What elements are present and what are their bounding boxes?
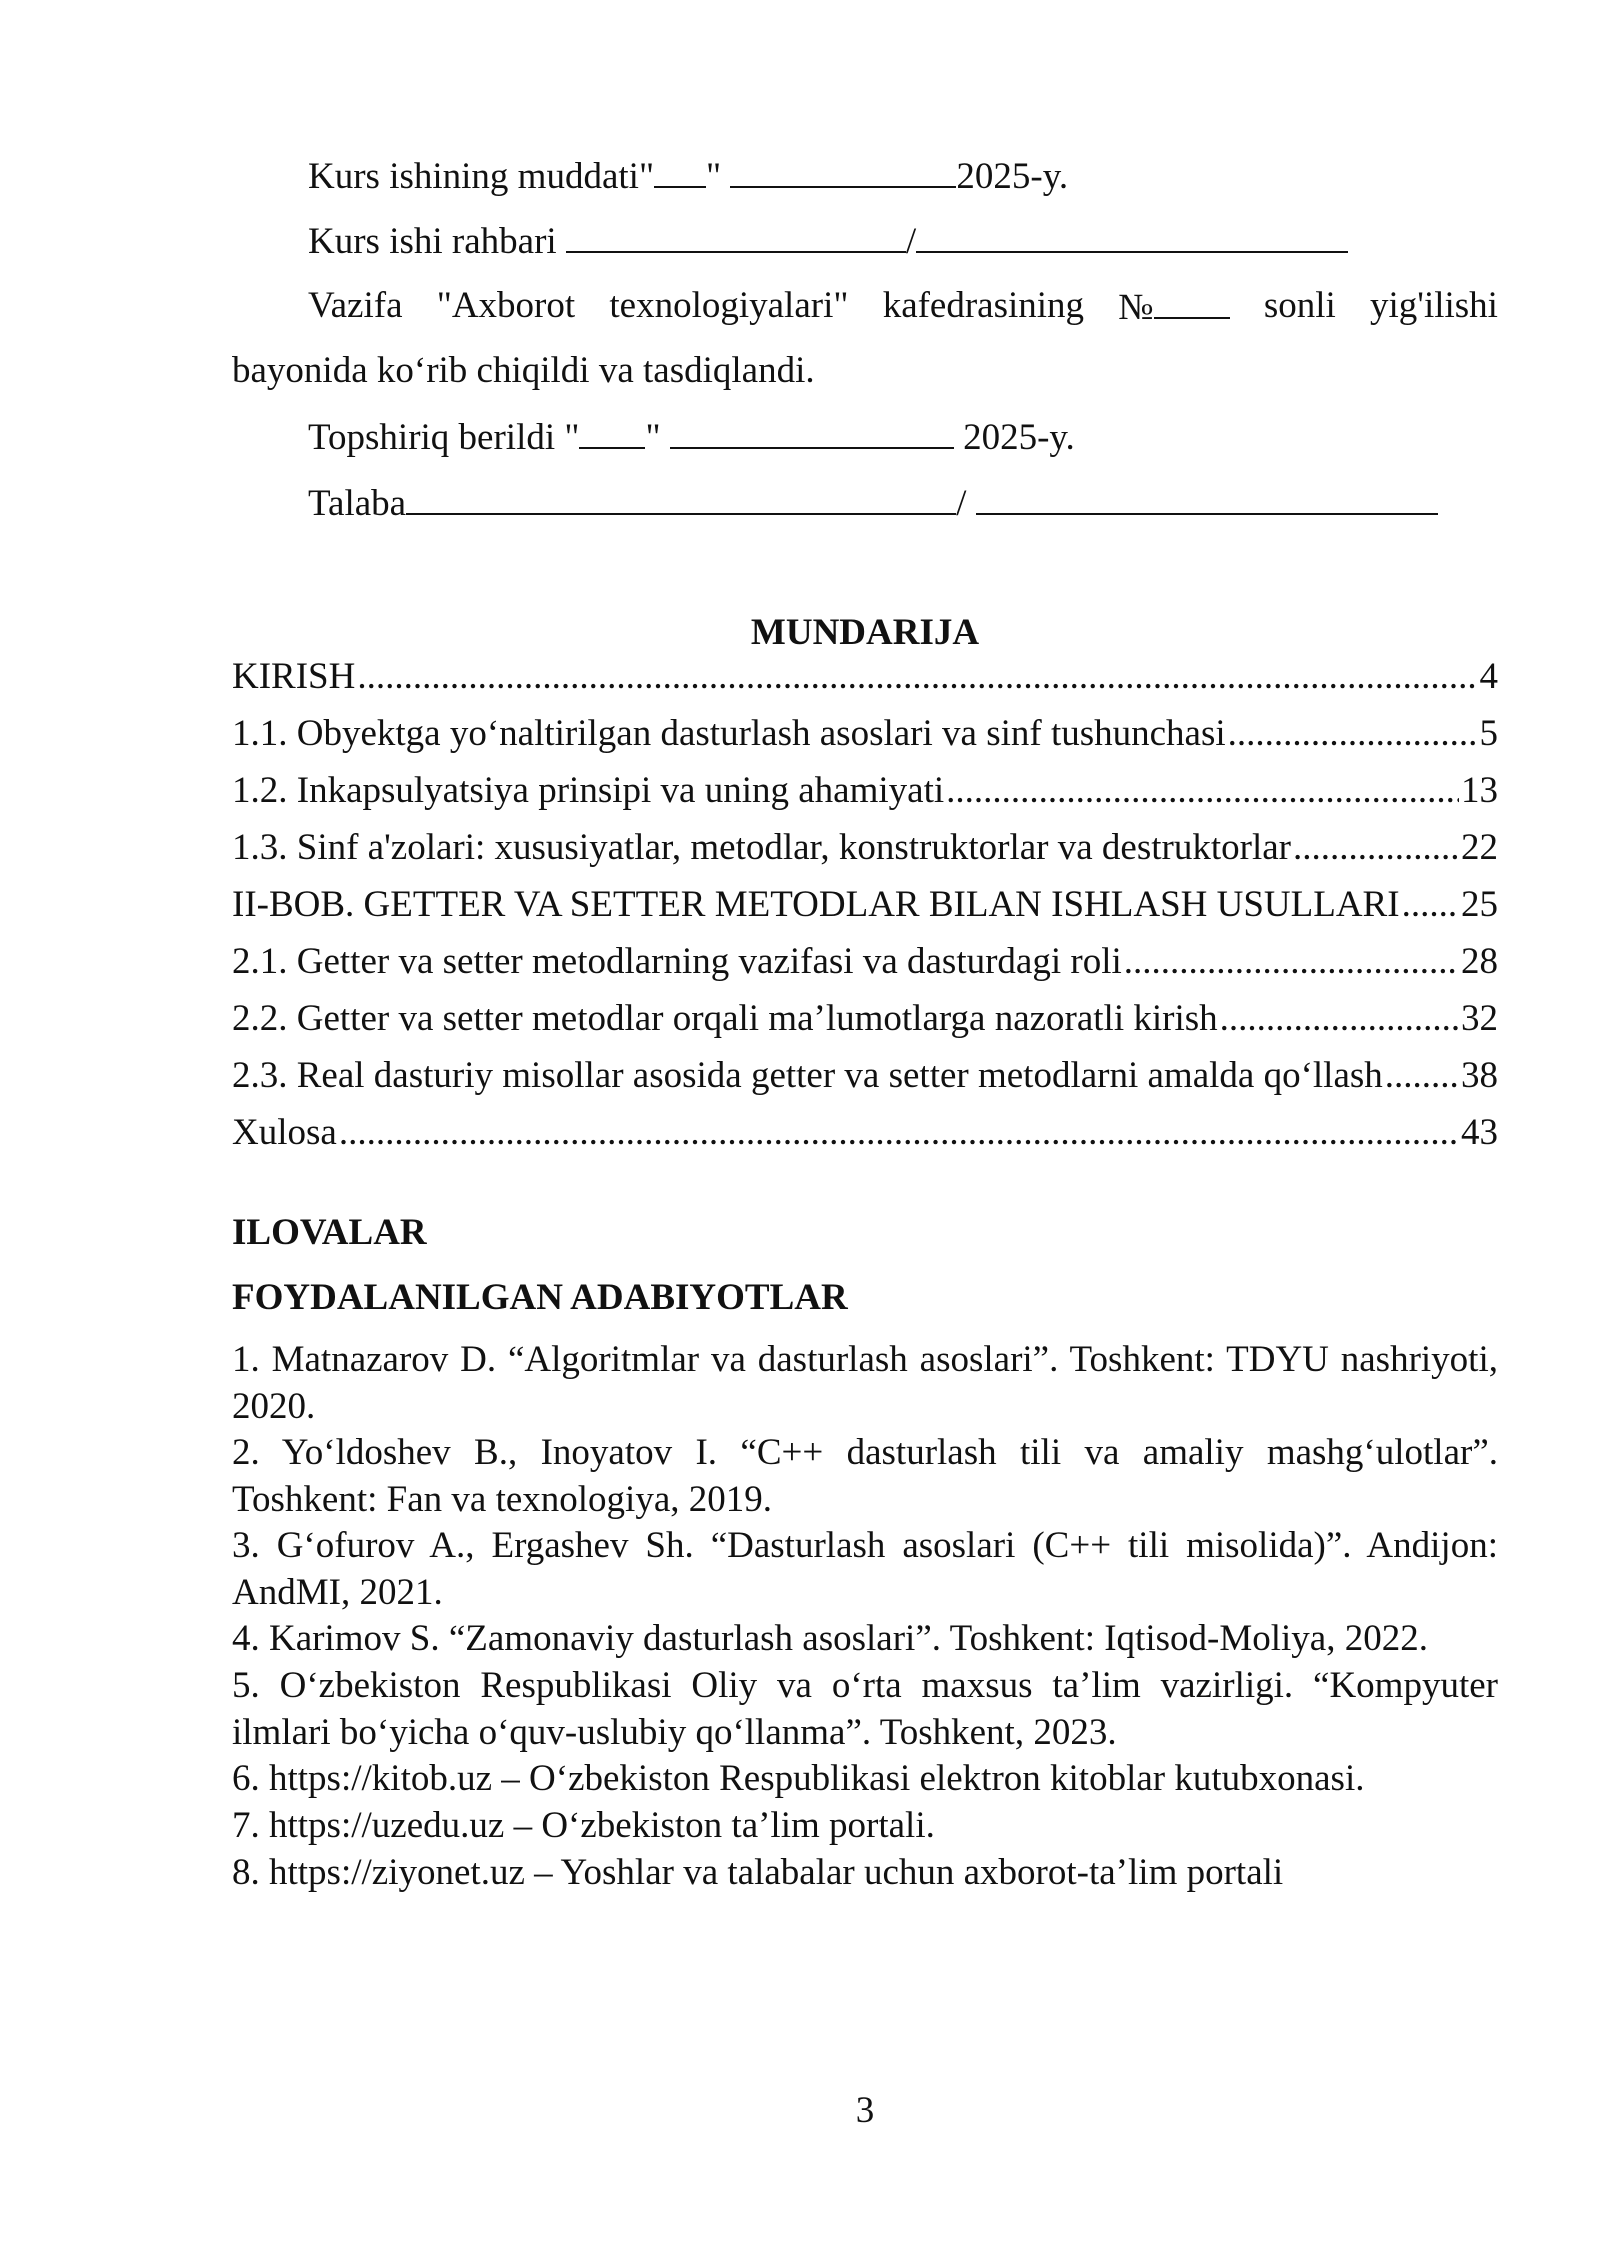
toc-item	[232, 943, 1498, 980]
supervisor-signature-blank	[916, 221, 1348, 253]
toc-leader	[1385, 1057, 1459, 1094]
toc-item	[232, 829, 1498, 866]
toc-item-text: 1.2. Inkapsulyatsiya prinsipi va uning ahamiyati	[232, 770, 945, 811]
appendices-heading: ILOVALAR	[232, 1212, 427, 1253]
toc-item	[232, 658, 1498, 695]
reference-item: 1. Matnazarov D. “Algoritmlar va dasturlash asoslari”. Toshkent: TDYU nashriyoti, 2020.	[232, 1339, 1498, 1427]
toc-item-page: 38	[1461, 1055, 1498, 1096]
toc-leader	[1402, 886, 1459, 923]
month-blank	[730, 156, 956, 188]
student-signature-blank	[976, 483, 1438, 515]
toc-leader	[1220, 1000, 1459, 1037]
toc-item-page: 25	[1461, 884, 1498, 925]
toc-item-text: KIRISH	[232, 656, 356, 697]
issued-day-blank	[579, 417, 645, 449]
toc-item-page: 43	[1461, 1112, 1498, 1153]
assignment-word: "Axborot	[436, 285, 576, 326]
toc-item	[232, 1114, 1498, 1151]
page-number: 3	[855, 2090, 875, 2131]
toc-item	[232, 715, 1498, 752]
student-slash: /	[956, 483, 967, 524]
toc-item-text: 1.3. Sinf a'zolari: xususiyatlar, metodlar, konstruktorlar va destruktorlar	[232, 827, 1291, 868]
toc-item-text: 2.1. Getter va setter metodlarning vazifasi va dasturdagi roli	[232, 941, 1122, 982]
issued-year: 2025-y.	[963, 417, 1075, 458]
issued-label: Topshiriq berildi "	[308, 417, 580, 458]
toc-item-page: 22	[1461, 827, 1498, 868]
assignment-line-2: bayonida ko‘rib chiqildi va tasdiqlandi.	[232, 350, 815, 391]
deadline-year: 2025-y.	[956, 156, 1069, 197]
assignment-word: Vazifa	[308, 285, 403, 326]
toc-item	[232, 886, 1498, 923]
protocol-number-blank	[1154, 287, 1230, 319]
document-page	[232, 0, 1498, 2262]
assignment-word: yig'ilishi	[1370, 285, 1498, 326]
assignment-line-1	[308, 287, 1498, 326]
protocol-number: №	[1118, 287, 1229, 326]
reference-item: 2. Yo‘ldoshev B., Inoyatov I. “C++ dasturlash tili va amaliy mashg‘ulotlar”. Toshkent: Fan va texnologiya, 2019.	[232, 1432, 1498, 1520]
deadline-quote: "	[706, 156, 722, 197]
toc-item-page: 4	[1479, 656, 1498, 697]
toc-leader	[357, 658, 1477, 695]
issued-line	[308, 417, 1075, 456]
toc-leader	[339, 1114, 1459, 1151]
issued-quote: "	[645, 417, 661, 458]
student-line	[308, 483, 1438, 522]
reference-item: 6. https://kitob.uz – O‘zbekiston Respublikasi elektron kitoblar kutubxonasi.	[232, 1758, 1365, 1799]
student-label: Talaba	[308, 483, 407, 524]
deadline-label: Kurs ishining muddati"	[308, 156, 655, 197]
assignment-word: texnologiyalari"	[609, 285, 849, 326]
day-blank	[654, 156, 706, 188]
references-heading: FOYDALANILGAN ADABIYOTLAR	[232, 1277, 848, 1318]
toc-item-text: Xulosa	[232, 1112, 337, 1153]
issued-month-blank	[670, 417, 954, 449]
toc-leader	[946, 772, 1459, 809]
toc-item-page: 28	[1461, 941, 1498, 982]
supervisor-line	[308, 221, 1348, 260]
toc-item-text: 2.3. Real dasturiy misollar asosida getter va setter metodlarni amalda qo‘llash	[232, 1055, 1383, 1096]
toc-item	[232, 1057, 1498, 1094]
toc-item-text: II-BOB. GETTER VA SETTER METODLAR BILAN ISHLASH USULLARI	[232, 884, 1400, 925]
toc-leader	[1124, 943, 1459, 980]
reference-item: 3. G‘ofurov A., Ergashev Sh. “Dasturlash asoslari (C++ tili misolida)”. Andijon: AndMI, 2021.	[232, 1525, 1498, 1613]
reference-item: 7. https://uzedu.uz – O‘zbekiston ta’lim portali.	[232, 1805, 935, 1846]
toc-item	[232, 1000, 1498, 1037]
toc-item-page: 32	[1461, 998, 1498, 1039]
toc-item-page: 13	[1461, 770, 1498, 811]
reference-item: 5. O‘zbekiston Respublikasi Oliy va o‘rta maxsus ta’lim vazirligi. “Kompyuter ilmlari bo‘yicha o‘quv-uslubiy qo‘llanma”. Toshkent, 2023.	[232, 1665, 1498, 1753]
deadline-line	[308, 156, 1068, 195]
assignment-word: sonli	[1263, 285, 1336, 326]
supervisor-slash: /	[905, 221, 917, 262]
toc-title: MUNDARIJA	[750, 612, 980, 653]
reference-item: 8. https://ziyonet.uz – Yoshlar va talabalar uchun axborot-ta’lim portali	[232, 1852, 1284, 1893]
toc-leader	[1293, 829, 1459, 866]
supervisor-name-blank	[566, 221, 906, 253]
toc-leader	[1228, 715, 1478, 752]
toc-item	[232, 772, 1498, 809]
student-name-blank	[406, 483, 956, 515]
toc-item-page: 5	[1479, 713, 1498, 754]
assignment-word: kafedrasining	[882, 285, 1085, 326]
toc-item-text: 2.2. Getter va setter metodlar orqali ma’lumotlarga nazoratli kirish	[232, 998, 1218, 1039]
reference-item: 4. Karimov S. “Zamonaviy dasturlash asoslari”. Toshkent: Iqtisod-Moliya, 2022.	[232, 1618, 1428, 1659]
toc-item-text: 1.1. Obyektga yo‘naltirilgan dasturlash asoslari va sinf tushunchasi	[232, 713, 1226, 754]
supervisor-label: Kurs ishi rahbari	[308, 221, 557, 262]
